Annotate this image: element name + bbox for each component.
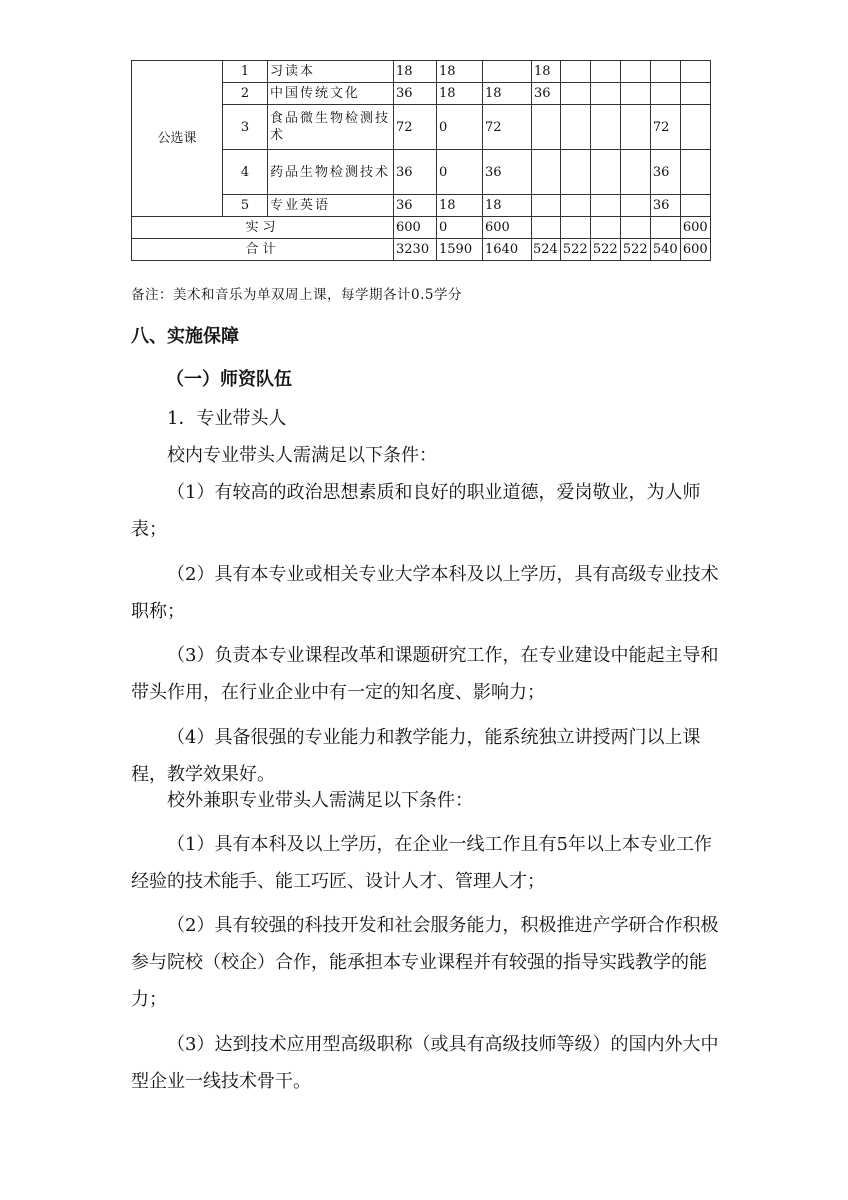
paragraph: （2）具有较强的科技开发和社会服务能力，积极推进产学研合作积极参与院校（校企）合作，能承担本专业课程并有较强的指导实践教学的能力；	[131, 915, 719, 1010]
internship-label: 实习	[132, 217, 394, 239]
course-table	[131, 60, 711, 261]
practice-hours: 36	[483, 150, 532, 195]
section-title: 八、实施保障	[131, 326, 239, 347]
paragraph: 校外兼职专业带头人需满足以下条件：	[167, 790, 473, 811]
row-index: 5	[223, 195, 268, 217]
semester-3	[590, 61, 620, 83]
semester-2: 522	[560, 239, 590, 261]
row-index: 3	[223, 105, 268, 150]
total-hours: 72	[394, 105, 437, 150]
semester-6	[680, 195, 710, 217]
theory-hours: 18	[437, 195, 483, 217]
total-hours: 36	[394, 150, 437, 195]
semester-4: 522	[620, 239, 650, 261]
semester-2	[560, 150, 590, 195]
semester-5	[650, 61, 680, 83]
practice-hours: 600	[483, 217, 532, 239]
semester-5: 36	[650, 195, 680, 217]
practice-hours: 18	[483, 195, 532, 217]
semester-5: 72	[650, 105, 680, 150]
row-index: 4	[223, 150, 268, 195]
semester-3	[590, 195, 620, 217]
semester-6	[680, 105, 710, 150]
semester-5	[650, 83, 680, 105]
paragraph: （3）负责本专业课程改革和课题研究工作，在专业建设中能起主导和带头作用，在行业企业中有一定的知名度、影响力；	[131, 645, 719, 703]
sum-row	[132, 239, 711, 261]
total-hours: 3230	[394, 239, 437, 261]
subsection-title: （一）师资队伍	[166, 369, 292, 390]
semester-4	[620, 217, 650, 239]
paragraph: （1）具有本科及以上学历，在企业一线工作且有5年以上本专业工作经验的技术能手、能工巧匠、设计人才、管理人才；	[131, 834, 712, 892]
semester-1: 524	[532, 239, 561, 261]
semester-5: 36	[650, 150, 680, 195]
semester-4	[620, 105, 650, 150]
semester-3	[590, 217, 620, 239]
semester-4	[620, 83, 650, 105]
total-hours: 36	[394, 195, 437, 217]
practice-hours: 1640	[483, 239, 532, 261]
semester-6	[680, 61, 710, 83]
theory-hours: 18	[437, 83, 483, 105]
semester-5: 540	[650, 239, 680, 261]
semester-4	[620, 195, 650, 217]
paragraph: （1）有较高的政治思想素质和良好的职业道德，爱岗敬业，为人师表；	[131, 482, 701, 540]
theory-hours: 1590	[437, 239, 483, 261]
theory-hours: 0	[437, 105, 483, 150]
course-name: 专业英语	[268, 195, 394, 217]
semester-1	[532, 217, 561, 239]
practice-hours: 18	[483, 83, 532, 105]
theory-hours: 0	[437, 150, 483, 195]
semester-2	[560, 217, 590, 239]
total-hours: 18	[394, 61, 437, 83]
semester-1	[532, 195, 561, 217]
sum-label: 合计	[132, 239, 394, 261]
practice-hours: 72	[483, 105, 532, 150]
semester-2	[560, 61, 590, 83]
course-name: 习读本	[268, 61, 394, 83]
theory-hours: 18	[437, 61, 483, 83]
course-name: 中国传统文化	[268, 83, 394, 105]
semester-3: 522	[590, 239, 620, 261]
course-name: 食品微生物检测技术	[268, 105, 394, 150]
paragraph: （2）具有本专业或相关专业大学本科及以上学历，具有高级专业技术职称；	[131, 564, 719, 622]
semester-2	[560, 105, 590, 150]
practice-hours	[483, 61, 532, 83]
semester-1: 36	[532, 83, 561, 105]
total-hours: 36	[394, 83, 437, 105]
semester-4	[620, 150, 650, 195]
theory-hours: 0	[437, 217, 483, 239]
total-hours: 600	[394, 217, 437, 239]
semester-6: 600	[680, 239, 710, 261]
row-index: 2	[223, 83, 268, 105]
semester-2	[560, 195, 590, 217]
paragraph: （4）具备很强的专业能力和教学能力，能系统独立讲授两门以上课程，教学效果好。	[131, 727, 701, 785]
semester-1: 18	[532, 61, 561, 83]
paragraph: （3）达到技术应用型高级职称（或具有高级技师等级）的国内外大中型企业一线技术骨干。	[131, 1034, 719, 1092]
semester-6	[680, 83, 710, 105]
semester-1	[532, 150, 561, 195]
semester-4	[620, 61, 650, 83]
internship-row	[132, 217, 711, 239]
group-label: 公选课	[132, 61, 223, 217]
semester-3	[590, 150, 620, 195]
semester-5	[650, 217, 680, 239]
semester-6	[680, 150, 710, 195]
paragraph-heading: 1．专业带头人	[167, 408, 287, 429]
course-name: 药品生物检测技术	[268, 150, 394, 195]
semester-6: 600	[680, 217, 710, 239]
table-row	[132, 61, 711, 83]
paragraph: 校内专业带头人需满足以下条件：	[167, 445, 437, 466]
semester-1	[532, 105, 561, 150]
semester-3	[590, 105, 620, 150]
row-index: 1	[223, 61, 268, 83]
table-note: 备注：美术和音乐为单双周上课，每学期各计0.5学分	[131, 287, 462, 303]
semester-3	[590, 83, 620, 105]
semester-2	[560, 83, 590, 105]
